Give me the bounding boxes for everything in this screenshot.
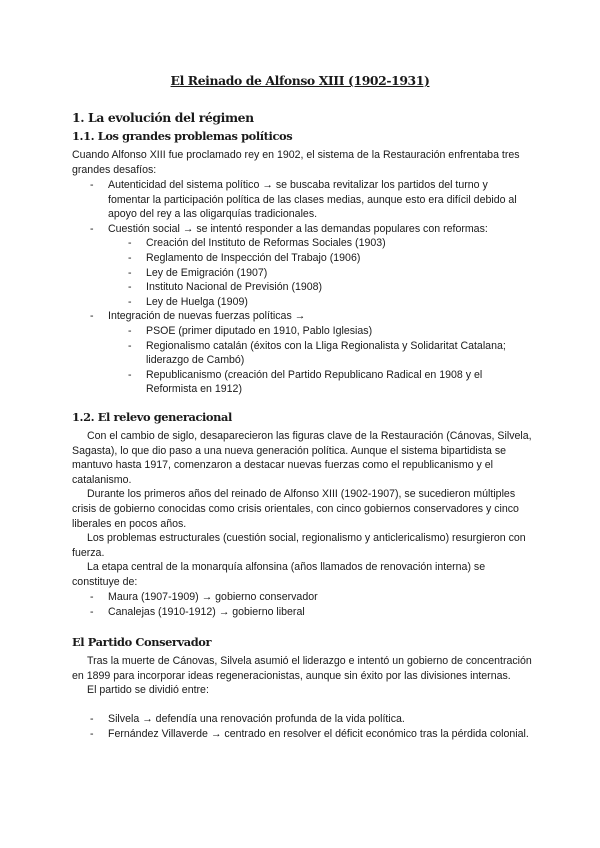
sub-list-item: - PSOE (primer diputado en 1910, Pablo Iglesias) (108, 324, 532, 339)
list-item: - Silvela → defendía una renovación profunda de la vida política. (72, 712, 532, 727)
relevo-text (72, 429, 532, 590)
sub-list-item: - Ley de Huelga (1909) (108, 295, 532, 310)
sub-list-item: - Regionalismo catalán (éxitos con la Lliga Regionalista y Solidaritat Catalana; liderazgo de Cambó) (108, 339, 532, 368)
paragraph: Los problemas estructurales (cuestión social, regionalismo y anticlericalismo) resurgieron con fuerza. (72, 532, 526, 559)
governments-list (72, 590, 532, 619)
paragraph: El partido se dividió entre: (87, 684, 209, 697)
paragraph: Durante los primeros años del reinado de Alfonso XIII (1902-1907), se sucedieron múltiples crisis de gobierno conocidas como crisis orientales, con cinco gobiernos conservadores y cinco liberales en pocos años. (72, 488, 519, 530)
subsection-heading: El Partido Conservador (72, 635, 212, 649)
list-item-text: Cuestión social → se intentó responder a las demandas populares con reformas: (108, 222, 488, 235)
intro-paragraph: Cuando Alfonso XIII fue proclamado rey en 1902, el sistema de la Restauración enfrentaba tres grandes desafíos: (72, 149, 520, 176)
conservador-text (72, 654, 532, 698)
challenges-list (72, 178, 532, 397)
document-title: El Reinado de Alfonso XIII (1902-1931) (170, 73, 430, 88)
sub-list-item: - Instituto Nacional de Previsión (1908) (108, 280, 532, 295)
factions-list (72, 712, 532, 741)
paragraph: Tras la muerte de Cánovas, Silvela asumió el liderazgo e intentó un gobierno de concentración en 1899 para incorporar ideas regeneracionistas, aunque sin éxito por las divisiones internas. (72, 655, 532, 682)
sub-list-item: - Ley de Emigración (1907) (108, 266, 532, 281)
sub-list-item: - Creación del Instituto de Reformas Sociales (1903) (108, 236, 532, 251)
list-item: - Fernández Villaverde → centrado en resolver el déficit económico tras la pérdida colonial. (72, 727, 532, 742)
reforms-list (108, 236, 532, 309)
political-forces-list (108, 324, 532, 397)
sub-list-item: - Reglamento de Inspección del Trabajo (1906) (108, 251, 532, 266)
list-item (72, 178, 532, 222)
list-item (72, 222, 532, 310)
sub-list-item: - Republicanismo (creación del Partido Republicano Radical en 1908 y el Reformista en 1912) (108, 368, 532, 397)
subsection-heading: 1.2. El relevo generacional (72, 410, 232, 424)
list-item-text: Autenticidad del sistema político → se buscaba revitalizar los partidos del turno y fomentar la participación política de las clases medias, aunque esto era difícil debido al apoyo del rey a las oligarquías tradicionales. (108, 179, 517, 221)
list-item (72, 309, 532, 397)
section-heading: 1. La evolución del régimen (72, 110, 254, 125)
list-item: - Canalejas (1910-1912) → gobierno liberal (72, 605, 532, 620)
subsection-heading: 1.1. Los grandes problemas políticos (72, 129, 293, 143)
paragraph: La etapa central de la monarquía alfonsina (años llamados de renovación interna) se constituye de: (72, 561, 486, 588)
paragraph: Con el cambio de siglo, desaparecieron las figuras clave de la Restauración (Cánovas, Silvela, Sagasta), lo que dio paso a una nueva generación política. Aunque el sistema bipartidista se mantuvo hasta 1917, comenzaron a destacar nuevas fuerzas como el republicanismo y el catalanismo. (72, 430, 532, 486)
list-item: - Maura (1907-1909) → gobierno conservador (72, 590, 532, 605)
list-item-text: Integración de nuevas fuerzas políticas → (108, 310, 306, 323)
